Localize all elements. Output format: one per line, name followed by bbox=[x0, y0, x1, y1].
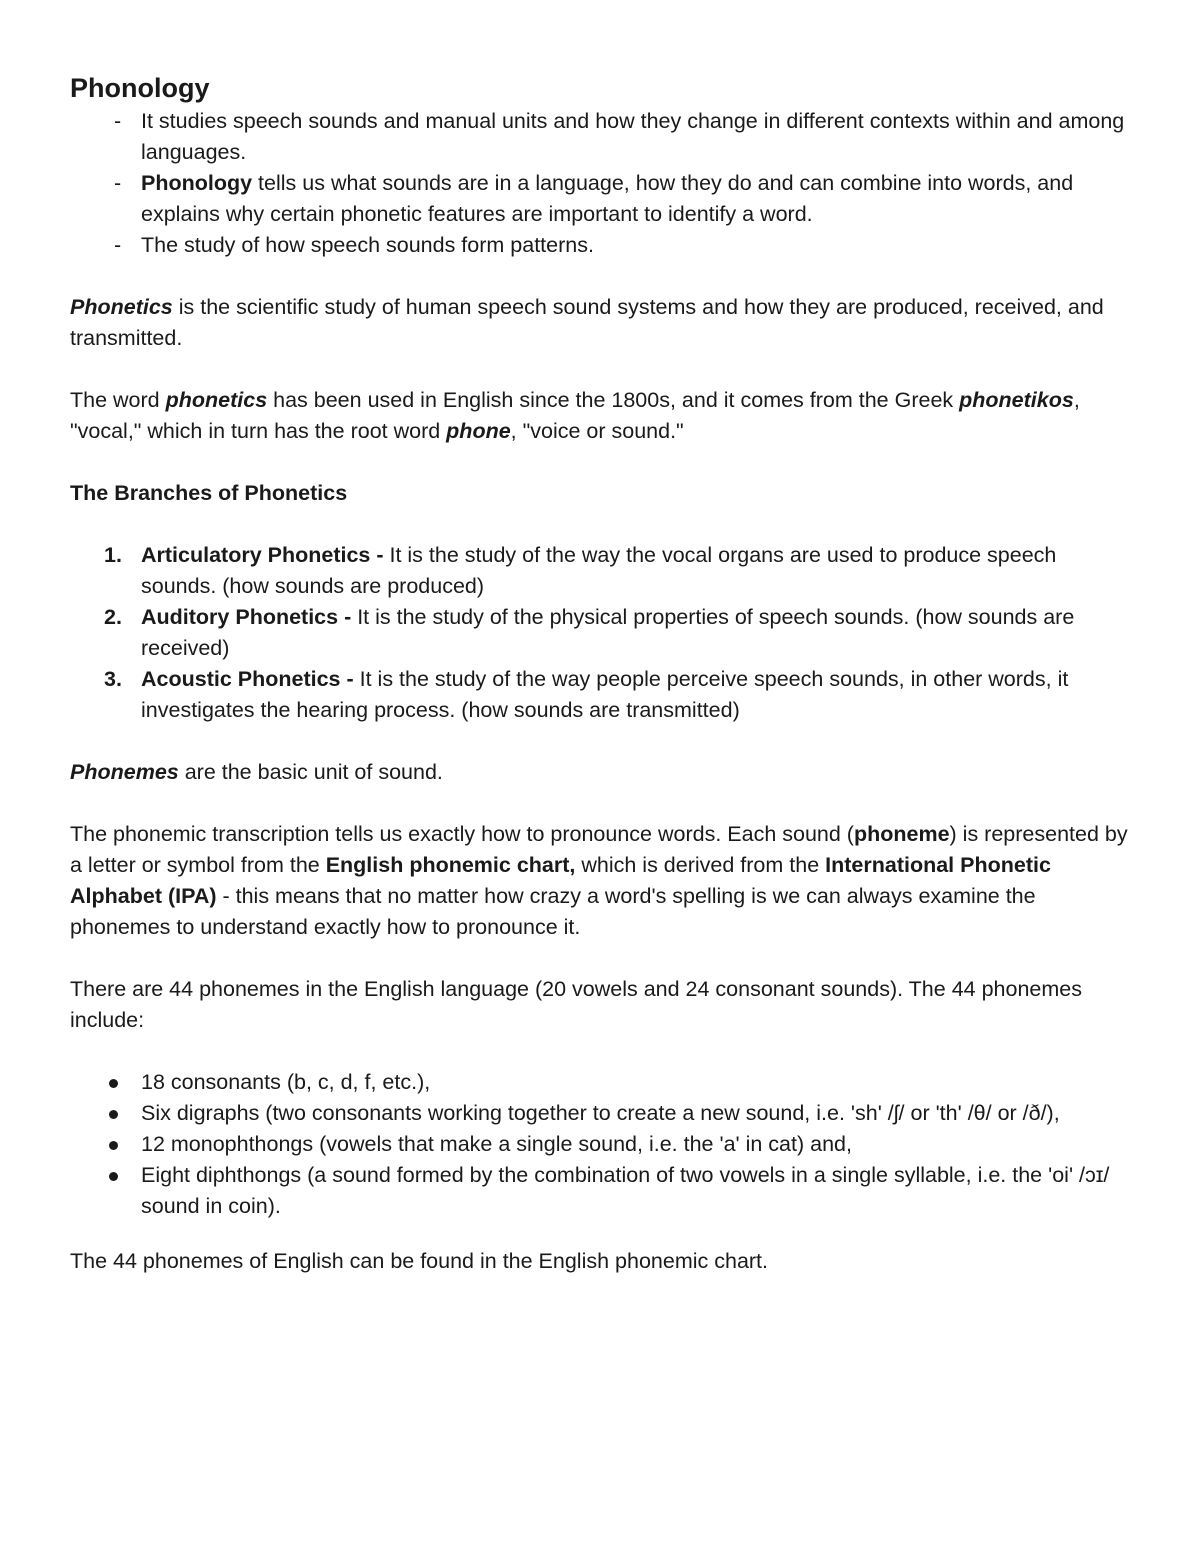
list-item bbox=[70, 230, 1135, 261]
paragraph-text: is the scientific study of human speech sound systems and how they are produced, received, and transmitted. bbox=[70, 295, 1104, 350]
term-bold: Phonology bbox=[141, 171, 253, 195]
paragraph-text: are the basic unit of sound. bbox=[178, 760, 443, 784]
bullet-icon bbox=[109, 1172, 118, 1181]
phonetics-definition-paragraph bbox=[70, 292, 1135, 354]
branches-list bbox=[70, 540, 1135, 726]
term-bold: phoneme bbox=[853, 822, 950, 846]
paragraph-text: has been used in English since the 1800s, and it comes from the Greek bbox=[267, 388, 960, 412]
transcription-paragraph bbox=[70, 819, 1135, 943]
bullet-icon bbox=[109, 1141, 118, 1150]
bullet-icon bbox=[109, 1079, 118, 1088]
bullet-icon bbox=[109, 1110, 118, 1119]
phoneme-types-list bbox=[70, 1067, 1135, 1222]
branch-name: Articulatory Phonetics - bbox=[141, 543, 384, 567]
page-title: Phonology bbox=[70, 73, 210, 103]
term-bold-italic: phonetikos bbox=[959, 388, 1074, 412]
list-item bbox=[70, 1129, 1135, 1160]
list-item bbox=[70, 1098, 1135, 1129]
list-item-text: tells us what sounds are in a language, how they do and can combine into words, and explains why certain phonetic features are important to identify a word. bbox=[141, 171, 1074, 226]
list-item bbox=[70, 106, 1135, 168]
list-item-text: 12 monophthongs (vowels that make a single sound, i.e. the 'a' in cat) and, bbox=[141, 1132, 852, 1156]
paragraph-text: The word bbox=[70, 388, 166, 412]
list-number: 2. bbox=[104, 605, 122, 629]
list-item bbox=[70, 664, 1135, 726]
branch-name: Auditory Phonetics - bbox=[141, 605, 352, 629]
list-item bbox=[70, 1160, 1135, 1222]
phonemes-definition-paragraph bbox=[70, 757, 1135, 788]
list-item bbox=[70, 602, 1135, 664]
list-number: 1. bbox=[104, 543, 122, 567]
term-bold: International Phonetic Alphabet (IPA) bbox=[70, 853, 1051, 908]
list-item bbox=[70, 1067, 1135, 1098]
paragraph-text: which is derived from the bbox=[575, 853, 826, 877]
list-item-text: It is the study of the physical properties of speech sounds. (how sounds are received) bbox=[141, 605, 1075, 660]
phonology-definition-list bbox=[70, 106, 1135, 261]
paragraph-text: ) is represented by a letter or symbol from the bbox=[70, 822, 1128, 877]
dash-marker: - bbox=[114, 171, 122, 195]
phoneme-count-paragraph: There are 44 phonemes in the English language (20 vowels and 24 consonant sounds). The 44 phonemes include: bbox=[70, 977, 1082, 1032]
list-item-text: 18 consonants (b, c, d, f, etc.), bbox=[141, 1070, 431, 1094]
heading-text: The Branches of Phonetics bbox=[70, 481, 348, 505]
list-item-text: It studies speech sounds and manual units and how they change in different contexts within and among languages. bbox=[141, 109, 1125, 164]
dash-marker: - bbox=[114, 109, 122, 133]
dash-marker: - bbox=[114, 233, 122, 257]
term-bold-italic: phonetics bbox=[165, 388, 268, 412]
closing-paragraph: The 44 phonemes of English can be found in the English phonemic chart. bbox=[70, 1249, 769, 1273]
list-item-text: Eight diphthongs (a sound formed by the combination of two vowels in a single syllable, i.e. the 'oi' /ɔɪ/ sound in coin). bbox=[141, 1163, 1110, 1218]
paragraph-text: - this means that no matter how crazy a word's spelling is we can always examine the phonemes to understand exactly how to pronounce it. bbox=[70, 884, 1036, 939]
list-item-text: Six digraphs (two consonants working together to create a new sound, i.e. 'sh' /ʃ/ or 'th' /θ/ or /ð/), bbox=[141, 1101, 1060, 1125]
document-page bbox=[70, 70, 1135, 1277]
list-item-text: It is the study of the way people perceive speech sounds, in other words, it investigates the hearing process. (how sounds are transmitted) bbox=[141, 667, 1069, 722]
list-item-text: The study of how speech sounds form patterns. bbox=[141, 233, 594, 257]
list-item bbox=[70, 540, 1135, 602]
term-bold-italic: Phonetics bbox=[70, 295, 173, 319]
list-number: 3. bbox=[104, 667, 122, 691]
section-heading bbox=[70, 478, 1135, 509]
list-item-text: It is the study of the way the vocal organs are used to produce speech sounds. (how sounds are produced) bbox=[141, 543, 1057, 598]
branch-name: Acoustic Phonetics - bbox=[141, 667, 354, 691]
paragraph-text: , "vocal," which in turn has the root word bbox=[70, 388, 1080, 443]
paragraph-text: The phonemic transcription tells us exactly how to pronounce words. Each sound ( bbox=[70, 822, 854, 846]
etymology-paragraph bbox=[70, 385, 1135, 447]
list-item bbox=[70, 168, 1135, 230]
term-bold-italic: Phonemes bbox=[70, 760, 179, 784]
term-bold-italic: phone bbox=[446, 419, 511, 443]
paragraph-text: , "voice or sound." bbox=[510, 419, 684, 443]
term-bold: English phonemic chart, bbox=[325, 853, 576, 877]
